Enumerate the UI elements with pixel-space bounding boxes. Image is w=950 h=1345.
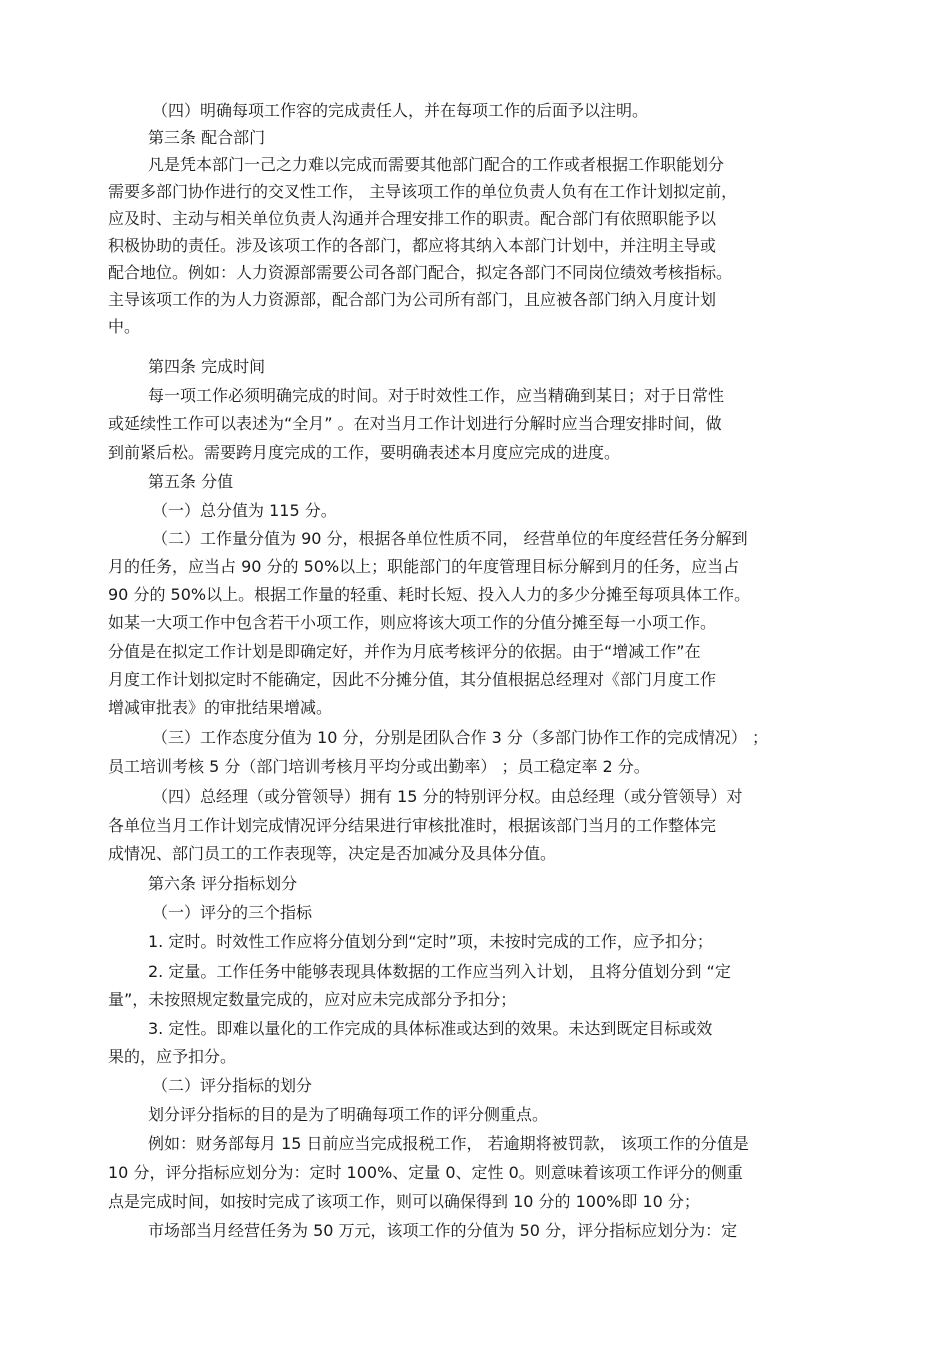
text-line: 1. 定时。时效性工作应将分值划分到“定时”项，未按时完成的工作，应予扣分； bbox=[148, 932, 713, 951]
text-line: （二）评分指标的划分 bbox=[152, 1076, 313, 1095]
section-heading: 第三条 配合部门 bbox=[148, 128, 266, 147]
text-line: 增减审批表》的审批结果增减。 bbox=[108, 698, 333, 717]
section-heading: 第五条 分值 bbox=[148, 472, 234, 491]
text-line: 成情况、部门员工的工作表现等，决定是否加减分及具体分值。 bbox=[108, 844, 557, 863]
text-line: 各单位当月工作计划完成情况评分结果进行审核批准时，根据该部门当月的工作整体完 bbox=[108, 816, 717, 835]
text-line: 量”，未按照规定数量完成的，应对应未完成部分予扣分； bbox=[108, 990, 517, 1009]
text-line: 配合地位。例如：人力资源部需要公司各部门配合，拟定各部门不同岗位绩效考核指标。 bbox=[108, 263, 733, 282]
text-line: （二）工作量分值为 90 分，根据各单位性质不同， 经营单位的年度经营任务分解到 bbox=[152, 529, 748, 548]
text-line: 10 分，评分指标应划分为：定时 100%、定量 0、定性 0。则意味着该项工作评分的侧重 bbox=[108, 1163, 743, 1182]
text-line: 2. 定量。工作任务中能够表现具体数据的工作应当列入计划， 且将分值划分到 “定 bbox=[148, 962, 731, 981]
text-line: 到前紧后松。需要跨月度完成的工作，要明确表述本月度应完成的进度。 bbox=[108, 443, 621, 462]
text-line: （一）评分的三个指标 bbox=[152, 903, 313, 922]
text-line: 每一项工作必须明确完成的时间。对于时效性工作，应当精确到某日；对于日常性 bbox=[148, 386, 725, 405]
text-line: 点是完成时间，如按时完成了该项工作，则可以确保得到 10 分的 100%即 10 分； bbox=[108, 1192, 700, 1211]
text-line: （三）工作态度分值为 10 分，分别是团队合作 3 分（多部门协作工作的完成情况） ； bbox=[152, 728, 768, 747]
text-line: 果的，应予扣分。 bbox=[108, 1047, 237, 1066]
section-heading: 第六条 评分指标划分 bbox=[148, 874, 298, 893]
text-line: 例如：财务部每月 15 日前应当完成报税工作， 若逾期将被罚款， 该项工作的分值是 bbox=[148, 1134, 749, 1153]
text-line: 划分评分指标的目的是为了明确每项工作的评分侧重点。 bbox=[148, 1105, 549, 1124]
text-line: 应及时、主动与相关单位负责人沟通并合理安排工作的职责。配合部门有依照职能予以 bbox=[108, 209, 717, 228]
section-heading: 第四条 完成时间 bbox=[148, 357, 266, 376]
text-line: 市场部当月经营任务为 50 万元，该项工作的分值为 50 分，评分指标应划分为：定 bbox=[148, 1221, 738, 1240]
text-line: 主导该项工作的为人力资源部，配合部门为公司所有部门，且应被各部门纳入月度计划 bbox=[108, 290, 717, 309]
text-line: 分值是在拟定工作计划是即确定好，并作为月底考核评分的依据。由于“增减工作”在 bbox=[108, 642, 701, 661]
text-line: 月的任务，应当占 90 分的 50%以上；职能部门的年度管理目标分解到月的任务，应当占 bbox=[108, 557, 740, 576]
text-line: 员工培训考核 5 分（部门培训考核月平均分或出勤率） ；员工稳定率 2 分。 bbox=[108, 757, 650, 776]
text-line: 或延续性工作可以表述为“全月” 。在对当月工作计划进行分解时应当合理安排时间，做 bbox=[108, 414, 722, 433]
text-line: 需要多部门协作进行的交叉性工作， 主导该项工作的单位负责人负有在工作计划拟定前， bbox=[108, 182, 738, 201]
text-line: 90 分的 50%以上。根据工作量的轻重、耗时长短、投入人力的多少分摊至每项具体工作。 bbox=[108, 585, 751, 604]
text-line: 凡是凭本部门一己之力难以完成而需要其他部门配合的工作或者根据工作职能划分 bbox=[148, 155, 725, 174]
text-line: 月度工作计划拟定时不能确定，因此不分摊分值，其分值根据总经理对《部门月度工作 bbox=[108, 670, 717, 689]
text-line: 中。 bbox=[108, 317, 141, 336]
text-line: （四）明确每项工作容的完成责任人，并在每项工作的后面予以注明。 bbox=[152, 101, 649, 120]
text-line: 如某一大项工作中包含若干小项工作，则应将该大项工作的分值分摊至每一小项工作。 bbox=[108, 613, 717, 632]
text-line: 积极协助的责任。涉及该项工作的各部门，都应将其纳入本部门计划中，并注明主导或 bbox=[108, 236, 717, 255]
text-line: 3. 定性。即难以量化的工作完成的具体标准或达到的效果。未达到既定目标或效 bbox=[148, 1019, 713, 1038]
text-line: （四）总经理（或分管领导）拥有 15 分的特别评分权。由总经理（或分管领导）对 bbox=[152, 787, 743, 806]
text-line: （一）总分值为 115 分。 bbox=[152, 501, 337, 520]
